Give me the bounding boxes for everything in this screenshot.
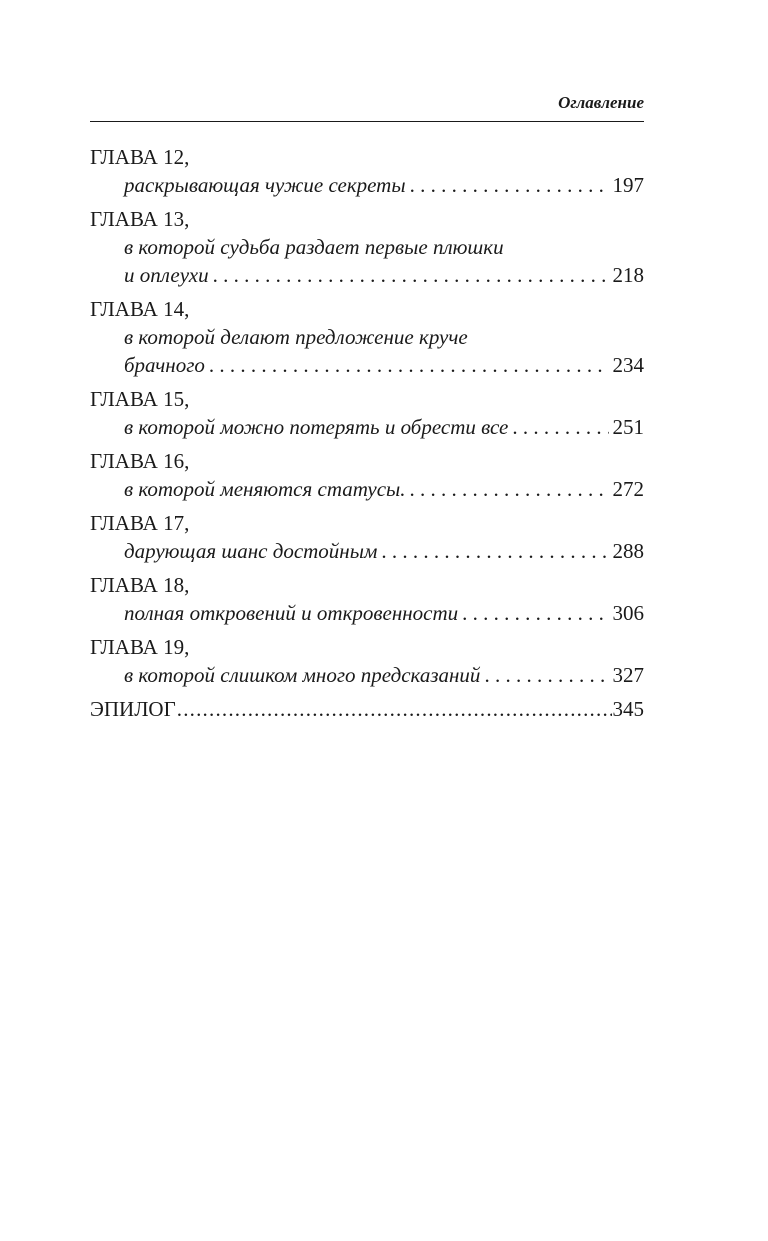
page-number: 218 xyxy=(612,263,644,287)
chapter-label: ГЛАВА 16, xyxy=(90,449,190,473)
chapter-label: ГЛАВА 13, xyxy=(90,207,190,231)
toc-entry-chapter-14[interactable] xyxy=(90,295,644,379)
chapter-subtitle-line-1: в которой делают предложение круче xyxy=(124,325,468,349)
epilog-label: ЭПИЛОГ xyxy=(90,697,176,721)
chapter-subtitle-line-2: брачного xyxy=(124,353,205,377)
toc-entry-chapter-13[interactable] xyxy=(90,205,644,289)
leader-dots xyxy=(410,171,609,199)
page-number: 288 xyxy=(612,539,644,563)
leader-dots xyxy=(462,599,608,627)
toc-entry-chapter-15[interactable] xyxy=(90,385,644,441)
chapter-subtitle: дарующая шанс достойным xyxy=(124,539,378,563)
chapter-subtitle: в которой можно потерять и обрести все xyxy=(124,415,509,439)
leader-dots xyxy=(177,695,612,723)
chapter-subtitle: полная откровений и откровенности xyxy=(124,601,459,625)
page-number: 345 xyxy=(612,697,644,721)
leader-dots xyxy=(213,261,609,289)
chapter-label: ГЛАВА 17, xyxy=(90,511,190,535)
chapter-label: ГЛАВА 12, xyxy=(90,145,190,169)
leader-dots xyxy=(512,413,608,441)
toc-entry-chapter-19[interactable] xyxy=(90,633,644,689)
chapter-label: ГЛАВА 19, xyxy=(90,635,190,659)
header-rule xyxy=(90,121,644,122)
toc-entry-chapter-17[interactable] xyxy=(90,509,644,565)
leader-dots xyxy=(381,537,608,565)
toc-entry-chapter-18[interactable] xyxy=(90,571,644,627)
running-header: Оглавление xyxy=(558,93,644,112)
chapter-subtitle-line-1: в которой судьба раздает первые плюшки xyxy=(124,235,504,259)
chapter-subtitle: в которой слишком много предсказаний xyxy=(124,663,481,687)
chapter-subtitle-line-2: и оплеухи xyxy=(124,263,209,287)
page-number: 197 xyxy=(612,173,644,197)
toc-entry-chapter-16[interactable] xyxy=(90,447,644,503)
leader-dots xyxy=(484,661,608,689)
page-number: 272 xyxy=(612,477,644,501)
toc-entry-chapter-12[interactable] xyxy=(90,143,644,199)
chapter-label: ГЛАВА 18, xyxy=(90,573,190,597)
toc-entry-epilog[interactable] xyxy=(90,695,644,723)
leader-dots xyxy=(209,351,609,379)
page-number: 234 xyxy=(612,353,644,377)
chapter-label: ГЛАВА 15, xyxy=(90,387,190,411)
page-number: 327 xyxy=(612,663,644,687)
page-number: 306 xyxy=(612,601,644,625)
chapter-subtitle: в которой меняются статусы. xyxy=(124,477,406,501)
table-of-contents xyxy=(90,143,644,729)
chapter-subtitle: раскрывающая чужие секреты xyxy=(124,173,406,197)
chapter-label: ГЛАВА 14, xyxy=(90,297,190,321)
leader-dots xyxy=(410,475,609,503)
page-number: 251 xyxy=(612,415,644,439)
